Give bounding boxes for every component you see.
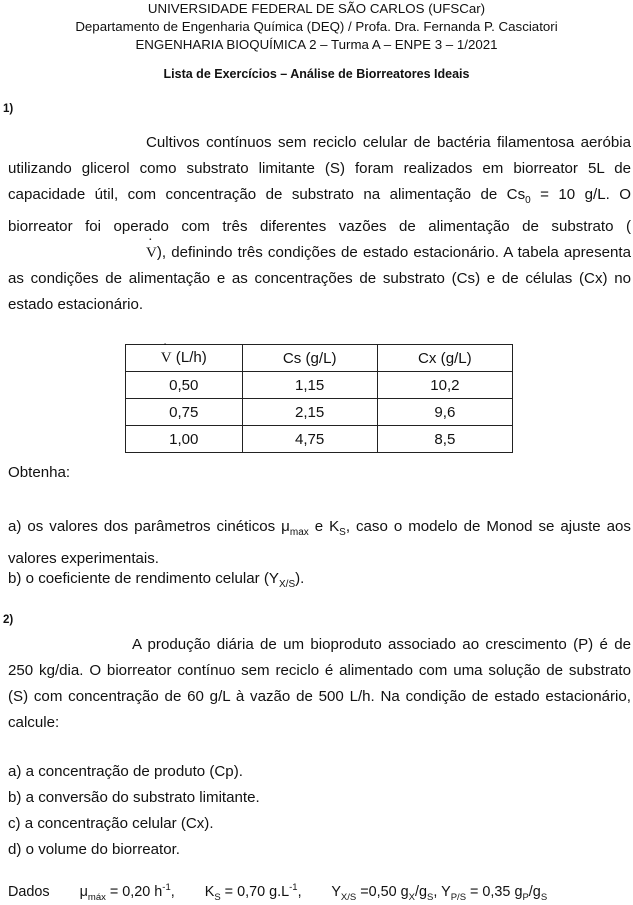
- table-row: [126, 399, 513, 426]
- obtenha-label: Obtenha:: [8, 464, 71, 481]
- question-1-item-a: a) os valores dos parâmetros cinéticos $\mu_{max}$ e $K_S$, caso o modelo de Monod se ajuste aos valores experimentais.: [8, 518, 631, 568]
- col-header-cx: Cx (g/L): [377, 345, 512, 372]
- list-title: Lista de Exercícios – Análise de Biorreatores Ideais: [163, 67, 470, 81]
- table-cell: 1,15: [242, 372, 377, 399]
- question-1-statement: Cultivos contínuos sem reciclo celular de bactéria filamentosa aeróbia utilizando glicerol como substrato limitante (S) foram realizados em biorreator 5L de capacidade útil, com concentração de substrato na alimentação de $Cs_0 = 10$ g/L. O biorreator foi operado com três diferentes vazões de alimentação de substrato (· V), definindo três condições de estado estacionário. A tabela apresenta as condições de alimentação e as concentrações de substrato (Cs) e de células (Cx) no estado estacionário.: [8, 130, 631, 318]
- ks-value: $K_S = 0,70$ $g.L^{-1}$,: [204, 882, 302, 903]
- table-cell: 2,15: [242, 399, 377, 426]
- col-header-flow: · V (L/h): [126, 345, 243, 372]
- table-cell: 10,2: [377, 372, 512, 399]
- course-line: ENGENHARIA BIOQUÍMICA 2 – Turma A – ENPE 3 – 1/2021: [135, 37, 498, 52]
- department-line: Departamento de Engenharia Química (DEQ) / Profa. Dra. Fernanda P. Casciatori: [75, 19, 558, 34]
- yield-values: $Y_{X/S} =0,50$ $g_X/g_S$, $Y_{P/S} = 0,35$ $g_P/g_S$: [331, 883, 548, 903]
- question-2-item-b: b) a conversão do substrato limitante.: [8, 789, 260, 806]
- table-cell: 1,00: [126, 426, 243, 453]
- question-2-number: 2): [3, 614, 14, 626]
- given-data-line: [8, 882, 631, 903]
- table-row: [126, 426, 513, 453]
- question-2-item-a: a) a concentração de produto (Cp).: [8, 763, 243, 780]
- table-cell: 4,75: [242, 426, 377, 453]
- table-row: [126, 372, 513, 399]
- question-2-item-d: d) o volume do biorreator.: [8, 841, 180, 858]
- question-2-statement: A produção diária de um bioproduto associado ao crescimento (P) é de 250 kg/dia. O biorreator contínuo sem reciclo é alimentado com uma solução de substrato (S) com concentração de 60 g/L à vazão de 500 L/h. Na condição de estado estacionário, calcule:: [8, 636, 631, 731]
- question-2-item-c: c) a concentração celular (Cx).: [8, 815, 214, 832]
- table-cell: 9,6: [377, 399, 512, 426]
- flow-rate-symbol: · V: [8, 240, 157, 266]
- mu-max-value: $\mu_{máx} = 0,20$ $h^{-1}$,: [79, 882, 175, 903]
- table-cell: 0,50: [126, 372, 243, 399]
- question-1-number: 1): [3, 103, 14, 115]
- question-1-item-b: b) o coeficiente de rendimento celular $(Y_{X/S})$.: [8, 570, 305, 591]
- col-header-cs: Cs (g/L): [242, 345, 377, 372]
- table-header-row: [126, 345, 513, 372]
- table-cell: 0,75: [126, 399, 243, 426]
- table-cell: 8,5: [377, 426, 512, 453]
- steady-state-table: [125, 344, 513, 453]
- document-header: [0, 0, 633, 54]
- dados-label: Dados: [8, 883, 50, 900]
- university-name: UNIVERSIDADE FEDERAL DE SÃO CARLOS (UFSCar): [147, 1, 486, 16]
